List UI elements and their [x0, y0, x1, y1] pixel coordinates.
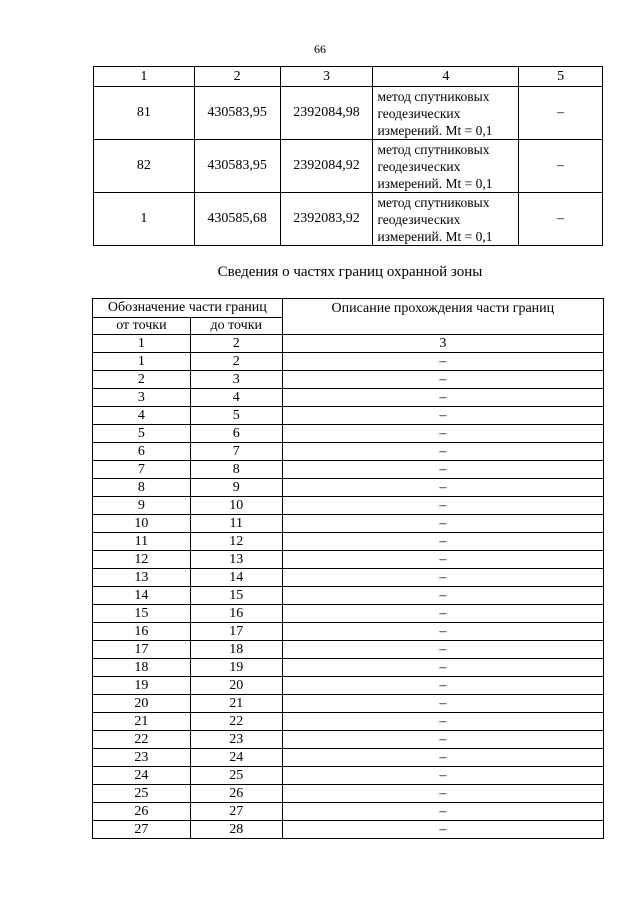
point-id: 82 — [94, 140, 195, 193]
boundary-description: – — [282, 515, 603, 533]
table-row — [93, 479, 604, 497]
to-point: 11 — [190, 515, 282, 533]
method-description — [373, 193, 519, 246]
to-point: 16 — [190, 605, 282, 623]
from-point: 18 — [93, 659, 191, 677]
from-point: 24 — [93, 767, 191, 785]
from-point: 6 — [93, 443, 191, 461]
table-row — [93, 821, 604, 839]
parts-column-numbers-row — [93, 335, 604, 353]
boundary-description: – — [282, 749, 603, 767]
boundary-description: – — [282, 785, 603, 803]
method-line: геодезических — [377, 106, 461, 121]
from-point: 12 — [93, 551, 191, 569]
table-row — [93, 353, 604, 371]
coordinate-y: 2392084,92 — [280, 140, 373, 193]
from-point-header: от точки — [93, 318, 191, 335]
from-point: 7 — [93, 461, 191, 479]
to-point: 15 — [190, 587, 282, 605]
table-row — [93, 605, 604, 623]
boundary-description: – — [282, 425, 603, 443]
table-row — [93, 767, 604, 785]
to-point: 6 — [190, 425, 282, 443]
boundary-description: – — [282, 767, 603, 785]
boundary-description: – — [282, 407, 603, 425]
to-point: 19 — [190, 659, 282, 677]
from-point: 3 — [93, 389, 191, 407]
column-number: 4 — [373, 67, 519, 87]
from-point: 8 — [93, 479, 191, 497]
from-point: 2 — [93, 371, 191, 389]
point-id: 81 — [94, 87, 195, 140]
coordinate-y: 2392083,92 — [280, 193, 373, 246]
method-line: метод спутниковых — [377, 89, 490, 104]
method-line: метод спутниковых — [377, 195, 490, 210]
to-point: 5 — [190, 407, 282, 425]
to-point: 27 — [190, 803, 282, 821]
method-line: измерений. Mt = 0,1 — [377, 229, 493, 244]
table-row — [93, 497, 604, 515]
from-point: 15 — [93, 605, 191, 623]
to-point: 13 — [190, 551, 282, 569]
boundary-description: – — [282, 713, 603, 731]
table-row — [93, 551, 604, 569]
column-number: 3 — [280, 67, 373, 87]
column-number: 1 — [93, 335, 191, 353]
to-point: 4 — [190, 389, 282, 407]
from-point: 11 — [93, 533, 191, 551]
from-point: 4 — [93, 407, 191, 425]
to-point: 22 — [190, 713, 282, 731]
to-point: 14 — [190, 569, 282, 587]
table-row — [93, 587, 604, 605]
from-point: 22 — [93, 731, 191, 749]
method-line: измерений. Mt = 0,1 — [377, 176, 493, 191]
method-description — [373, 140, 519, 193]
table-row — [94, 140, 603, 193]
parts-header-row — [93, 299, 604, 318]
coordinate-x: 430583,95 — [194, 87, 280, 140]
table-row — [93, 713, 604, 731]
boundary-description: – — [282, 731, 603, 749]
from-point: 27 — [93, 821, 191, 839]
to-point: 2 — [190, 353, 282, 371]
to-point-header: до точки — [190, 318, 282, 335]
from-point: 9 — [93, 497, 191, 515]
boundary-description: – — [282, 371, 603, 389]
from-point: 23 — [93, 749, 191, 767]
to-point: 18 — [190, 641, 282, 659]
boundary-description: – — [282, 641, 603, 659]
table-row — [93, 407, 604, 425]
boundary-description: – — [282, 605, 603, 623]
table-row — [94, 87, 603, 140]
boundary-description: – — [282, 389, 603, 407]
table-row — [93, 425, 604, 443]
boundary-description: – — [282, 461, 603, 479]
to-point: 8 — [190, 461, 282, 479]
to-point: 17 — [190, 623, 282, 641]
boundary-description: – — [282, 479, 603, 497]
from-point: 13 — [93, 569, 191, 587]
table-row — [93, 371, 604, 389]
method-line: измерений. Mt = 0,1 — [377, 123, 493, 138]
column-number: 5 — [519, 67, 603, 87]
boundary-description: – — [282, 695, 603, 713]
to-point: 25 — [190, 767, 282, 785]
column-number: 2 — [194, 67, 280, 87]
method-line: геодезических — [377, 159, 461, 174]
column-number: 1 — [94, 67, 195, 87]
to-point: 20 — [190, 677, 282, 695]
column-number: 3 — [282, 335, 603, 353]
coordinates-header-row — [94, 67, 603, 87]
from-point: 17 — [93, 641, 191, 659]
to-point: 7 — [190, 443, 282, 461]
table-row — [93, 785, 604, 803]
from-point: 10 — [93, 515, 191, 533]
boundary-description: – — [282, 623, 603, 641]
boundary-description: – — [282, 569, 603, 587]
page-number: 66 — [314, 42, 326, 56]
to-point: 3 — [190, 371, 282, 389]
boundary-description: – — [282, 551, 603, 569]
coordinate-y: 2392084,98 — [280, 87, 373, 140]
boundary-parts-table — [92, 298, 604, 839]
from-point: 21 — [93, 713, 191, 731]
description-header: Описание прохождения части границ — [282, 299, 603, 335]
method-line: метод спутниковых — [377, 142, 490, 157]
table-row — [93, 443, 604, 461]
boundary-description: – — [282, 677, 603, 695]
boundary-description: – — [282, 353, 603, 371]
to-point: 23 — [190, 731, 282, 749]
boundary-description: – — [282, 821, 603, 839]
coordinate-x: 430583,95 — [194, 140, 280, 193]
from-point: 1 — [93, 353, 191, 371]
to-point: 28 — [190, 821, 282, 839]
to-point: 26 — [190, 785, 282, 803]
from-point: 16 — [93, 623, 191, 641]
table-row — [93, 461, 604, 479]
boundary-designation-header: Обозначение части границ — [93, 299, 283, 318]
from-point: 20 — [93, 695, 191, 713]
to-point: 9 — [190, 479, 282, 497]
table-row — [93, 389, 604, 407]
from-point: 14 — [93, 587, 191, 605]
to-point: 21 — [190, 695, 282, 713]
boundary-description: – — [282, 497, 603, 515]
column-number: 2 — [190, 335, 282, 353]
table-row — [93, 803, 604, 821]
table-row — [93, 641, 604, 659]
table-row — [93, 623, 604, 641]
table-row — [93, 749, 604, 767]
from-point: 5 — [93, 425, 191, 443]
point-id: 1 — [94, 193, 195, 246]
coordinates-table — [93, 66, 603, 246]
column-5-value: – — [519, 140, 603, 193]
table-row — [93, 731, 604, 749]
table-row — [93, 515, 604, 533]
table-row — [93, 569, 604, 587]
boundary-description: – — [282, 587, 603, 605]
method-line: геодезических — [377, 212, 461, 227]
table-row — [93, 695, 604, 713]
from-point: 25 — [93, 785, 191, 803]
to-point: 12 — [190, 533, 282, 551]
section-title: Сведения о частях границ охранной зоны — [217, 264, 483, 280]
table-row — [94, 193, 603, 246]
column-5-value: – — [519, 193, 603, 246]
boundary-description: – — [282, 659, 603, 677]
table-row — [93, 533, 604, 551]
from-point: 19 — [93, 677, 191, 695]
table-row — [93, 659, 604, 677]
from-point: 26 — [93, 803, 191, 821]
to-point: 10 — [190, 497, 282, 515]
column-5-value: – — [519, 87, 603, 140]
boundary-description: – — [282, 803, 603, 821]
boundary-description: – — [282, 443, 603, 461]
coordinate-x: 430585,68 — [194, 193, 280, 246]
boundary-description: – — [282, 533, 603, 551]
table-row — [93, 677, 604, 695]
to-point: 24 — [190, 749, 282, 767]
method-description — [373, 87, 519, 140]
